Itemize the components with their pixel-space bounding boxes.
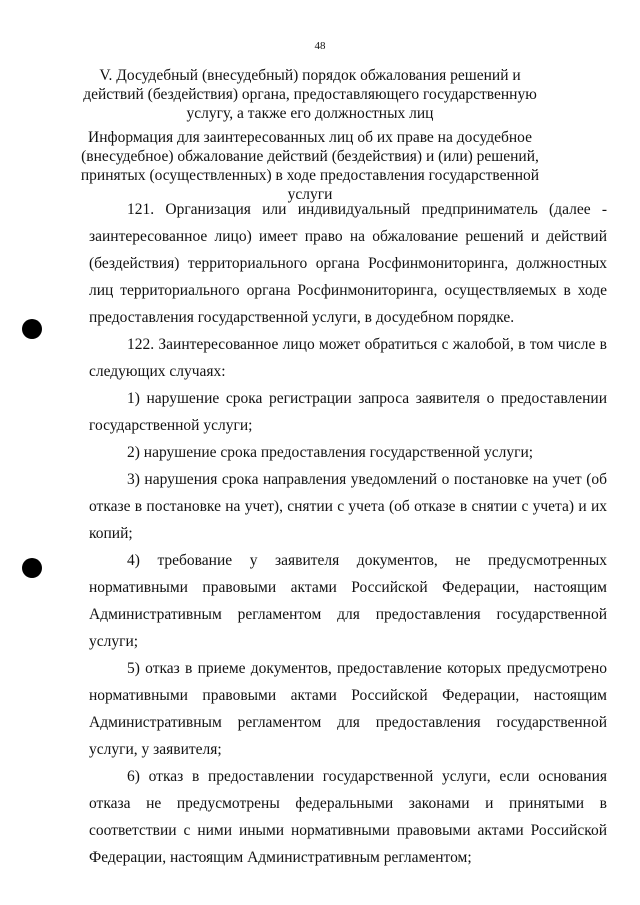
list-item-5: 5) отказ в приеме документов, предоставление которых предусмотрено нормативными правовыми актами Российской Федерации, настоящим Административным регламентом для предоставления государственной услуги, у заявителя;: [89, 660, 607, 758]
document-body: [89, 196, 607, 871]
list-item-4: 4) требование у заявителя документов, не предусмотренных нормативными правовыми актами Российской Федерации, настоящим Административным регламентом для предоставления государственной услуги;: [89, 552, 607, 650]
punch-hole-mark: [22, 558, 42, 578]
page-number: 48: [314, 40, 326, 52]
subsection-title: Информация для заинтересованных лиц об их праве на досудебное (внесудебное) обжалование действий (бездействия) и (или) решений, принятых (осуществленных) в ходе предоставления государственной услуги: [80, 129, 540, 203]
punch-hole-mark: [22, 319, 42, 339]
section-title: V. Досудебный (внесудебный) порядок обжалования решений и действий (бездействия) органа, предоставляющего государственную услугу, а также его должностных лиц: [83, 67, 537, 122]
list-item-1: 1) нарушение срока регистрации запроса заявителя о предоставлении государственной услуги;: [89, 390, 607, 434]
list-item-2: 2) нарушение срока предоставления государственной услуги;: [127, 444, 534, 461]
paragraph-122: 122. Заинтересованное лицо может обратиться с жалобой, в том числе в следующих случаях:: [89, 336, 607, 380]
list-item-6: 6) отказ в предоставлении государственной услуги, если основания отказа не предусмотрены федеральными законами и принятыми в соответствии с ними иными нормативными правовыми актами Российской Федерации, настоящим Административным регламентом;: [89, 768, 607, 866]
paragraph-121: 121. Организация или индивидуальный предприниматель (далее - заинтересованное лицо) имеет право на обжалование решений и действий (бездействия) территориального органа Росфинмониторинга, должностных лиц территориального органа Росфинмониторинга, осуществляемых в ходе предоставления государственной услуги, в досудебном порядке.: [89, 201, 607, 326]
list-item-3: 3) нарушения срока направления уведомлений о постановке на учет (об отказе в постановке на учет), снятии с учета (об отказе в снятии с учета) и их копий;: [89, 471, 607, 542]
